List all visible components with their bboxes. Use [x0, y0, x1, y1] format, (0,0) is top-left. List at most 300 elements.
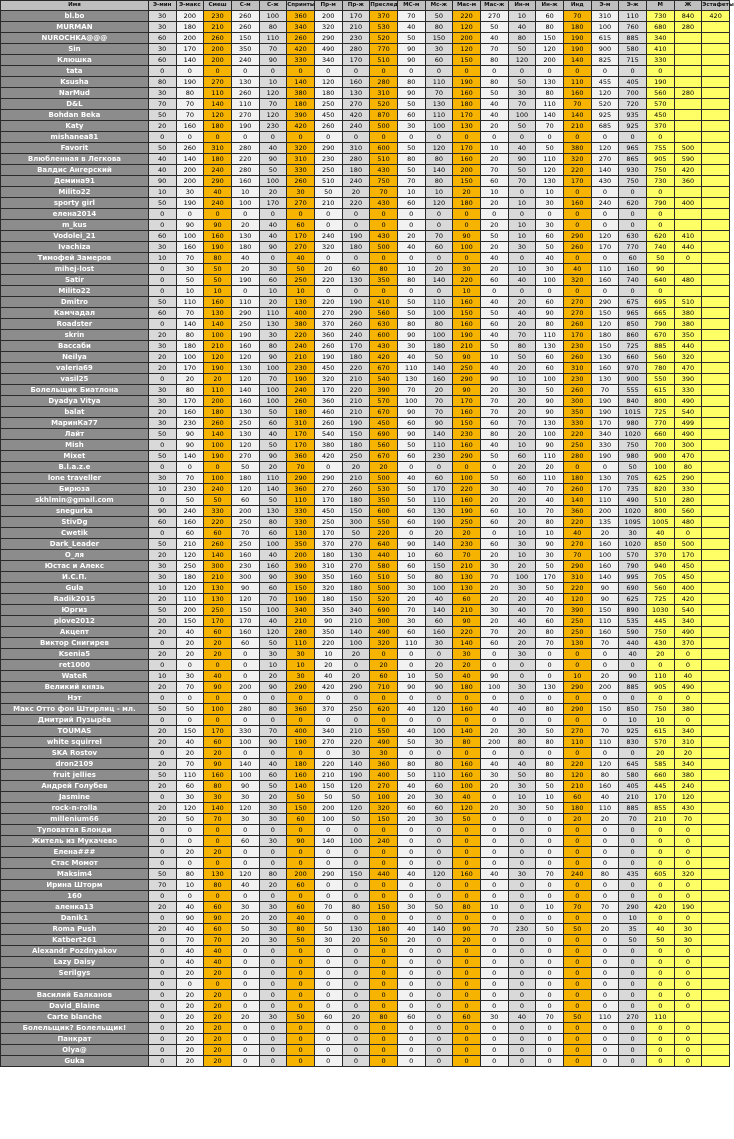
score-cell: 300	[231, 572, 259, 583]
header-row	[1, 1, 730, 11]
score-cell: 290	[453, 451, 481, 462]
score-cell: 30	[259, 924, 287, 935]
score-cell: 20	[204, 1045, 232, 1056]
score-cell: 30	[176, 792, 204, 803]
score-cell: 270	[563, 297, 591, 308]
participant-name: Макс Отто фон Штирлиц - мл.	[1, 704, 149, 715]
score-cell: 540	[674, 407, 702, 418]
score-cell: 30	[425, 792, 453, 803]
score-cell: 230	[453, 429, 481, 440]
score-cell: 480	[674, 517, 702, 528]
score-cell: 90	[397, 539, 425, 550]
score-cell: 0	[342, 880, 370, 891]
column-header: МС-м	[397, 1, 425, 11]
score-cell: 20	[176, 638, 204, 649]
score-cell: 0	[536, 286, 564, 297]
score-cell: 0	[231, 946, 259, 957]
participant-name: tata	[1, 66, 149, 77]
score-cell: 100	[259, 396, 287, 407]
score-cell: 90	[536, 407, 564, 418]
score-cell: 30	[148, 11, 176, 22]
score-cell: 490	[314, 44, 342, 55]
score-cell: 60	[204, 737, 232, 748]
score-cell: 0	[148, 1056, 176, 1067]
score-cell: 420	[314, 451, 342, 462]
score-cell: 270	[204, 77, 232, 88]
score-cell: 0	[480, 858, 508, 869]
score-cell: 60	[480, 418, 508, 429]
score-cell: 0	[370, 253, 398, 264]
score-cell: 980	[619, 418, 647, 429]
participant-name: bl.bo	[1, 11, 149, 22]
score-cell: 0	[148, 66, 176, 77]
score-cell: 10	[508, 792, 536, 803]
score-cell: 310	[287, 418, 315, 429]
score-cell: 40	[480, 253, 508, 264]
score-cell: 260	[314, 418, 342, 429]
score-cell: 695	[646, 297, 674, 308]
score-cell: 10	[536, 792, 564, 803]
score-cell: 330	[287, 55, 315, 66]
score-cell: 0	[646, 847, 674, 858]
score-cell: 0	[453, 858, 481, 869]
score-cell: 130	[342, 924, 370, 935]
score-cell: 40	[148, 165, 176, 176]
score-cell: 310	[204, 143, 232, 154]
score-cell: 0	[397, 1056, 425, 1067]
score-cell: 340	[591, 429, 619, 440]
score-cell	[702, 902, 730, 913]
score-cell: 0	[508, 814, 536, 825]
score-cell: 60	[508, 451, 536, 462]
score-cell: 280	[674, 22, 702, 33]
score-cell: 120	[591, 759, 619, 770]
score-cell: 290	[563, 561, 591, 572]
score-cell: 340	[287, 605, 315, 616]
score-cell: 50	[536, 726, 564, 737]
score-cell: 0	[591, 858, 619, 869]
score-cell: 50	[480, 88, 508, 99]
score-cell: 20	[342, 649, 370, 660]
score-cell: 100	[508, 110, 536, 121]
table-row	[1, 495, 730, 506]
score-cell	[702, 55, 730, 66]
score-cell: 80	[453, 902, 481, 913]
table-row	[1, 385, 730, 396]
score-cell: 440	[674, 341, 702, 352]
score-cell: 130	[536, 176, 564, 187]
score-cell: 40	[508, 308, 536, 319]
score-cell: 50	[536, 385, 564, 396]
score-cell: 0	[370, 946, 398, 957]
score-cell: 0	[591, 66, 619, 77]
score-cell: 60	[480, 638, 508, 649]
score-cell: 160	[453, 440, 481, 451]
score-cell: 210	[453, 605, 481, 616]
score-cell: 170	[287, 440, 315, 451]
score-cell: 60	[480, 176, 508, 187]
score-cell: 240	[231, 55, 259, 66]
score-cell: 70	[536, 638, 564, 649]
score-cell: 170	[176, 363, 204, 374]
score-cell: 220	[370, 528, 398, 539]
score-cell: 90	[287, 836, 315, 847]
score-cell: 140	[204, 550, 232, 561]
score-cell: 0	[397, 825, 425, 836]
score-cell: 170	[176, 396, 204, 407]
score-cell: 210	[342, 407, 370, 418]
score-cell: 10	[646, 715, 674, 726]
score-cell: 90	[453, 385, 481, 396]
score-cell: 0	[453, 209, 481, 220]
score-cell: 30	[480, 770, 508, 781]
score-cell: 0	[674, 253, 702, 264]
score-cell: 40	[259, 616, 287, 627]
score-cell: 0	[314, 825, 342, 836]
score-cell: 0	[231, 990, 259, 1001]
score-cell: 0	[176, 979, 204, 990]
score-cell: 640	[646, 275, 674, 286]
score-cell	[702, 649, 730, 660]
score-cell: 750	[646, 704, 674, 715]
score-cell: 20	[397, 935, 425, 946]
score-cell: 70	[480, 165, 508, 176]
score-cell	[702, 44, 730, 55]
score-cell: 370	[314, 704, 342, 715]
score-cell: 310	[563, 572, 591, 583]
score-cell: 30	[287, 187, 315, 198]
score-cell: 0	[536, 1034, 564, 1045]
score-cell: 20	[176, 649, 204, 660]
score-cell: 220	[563, 759, 591, 770]
score-cell: 0	[508, 880, 536, 891]
score-cell: 560	[646, 583, 674, 594]
score-cell: 160	[591, 781, 619, 792]
score-cell: 500	[370, 583, 398, 594]
score-cell	[702, 759, 730, 770]
score-cell: 510	[646, 495, 674, 506]
score-cell: 360	[314, 330, 342, 341]
score-cell	[702, 803, 730, 814]
score-cell: 70	[536, 869, 564, 880]
score-cell	[702, 792, 730, 803]
score-cell: 0	[646, 957, 674, 968]
score-cell: 10	[480, 352, 508, 363]
table-row	[1, 297, 730, 308]
score-cell: 0	[536, 880, 564, 891]
score-cell: 20	[176, 968, 204, 979]
score-cell: 160	[231, 550, 259, 561]
score-cell	[702, 88, 730, 99]
score-cell: 0	[370, 1045, 398, 1056]
score-cell: 420	[314, 682, 342, 693]
score-cell: 615	[591, 33, 619, 44]
score-cell: 0	[563, 209, 591, 220]
score-cell	[702, 781, 730, 792]
score-cell: 10	[508, 528, 536, 539]
score-cell: 0	[231, 693, 259, 704]
score-cell: 0	[508, 253, 536, 264]
score-cell: 0	[536, 209, 564, 220]
score-cell: 0	[148, 968, 176, 979]
score-cell: 360	[370, 759, 398, 770]
score-cell: 140	[425, 429, 453, 440]
score-cell: 0	[397, 462, 425, 473]
score-cell: 30	[314, 935, 342, 946]
score-cell: 40	[204, 671, 232, 682]
score-cell: 0	[148, 913, 176, 924]
score-cell	[702, 946, 730, 957]
score-cell: 100	[259, 385, 287, 396]
score-cell: 660	[619, 352, 647, 363]
score-cell: 0	[480, 66, 508, 77]
score-cell: 0	[619, 858, 647, 869]
score-cell: 70	[176, 110, 204, 121]
score-cell: 0	[480, 990, 508, 1001]
score-cell: 290	[287, 473, 315, 484]
score-cell	[702, 814, 730, 825]
score-cell: 120	[231, 484, 259, 495]
score-cell: 230	[259, 121, 287, 132]
score-cell: 60	[536, 352, 564, 363]
score-cell: 0	[674, 946, 702, 957]
score-cell: 380	[674, 770, 702, 781]
score-cell: 40	[508, 605, 536, 616]
score-cell: 0	[314, 462, 342, 473]
score-cell: 0	[425, 462, 453, 473]
score-cell: 340	[314, 726, 342, 737]
score-cell: 80	[259, 704, 287, 715]
score-cell: 290	[204, 176, 232, 187]
score-cell: 680	[646, 22, 674, 33]
participant-name: Акцепт	[1, 627, 149, 638]
score-cell: 40	[259, 759, 287, 770]
score-cell: 10	[176, 880, 204, 891]
score-cell: 550	[370, 517, 398, 528]
score-cell: 160	[204, 231, 232, 242]
table-row	[1, 759, 730, 770]
score-cell: 30	[342, 748, 370, 759]
participant-name: rock-n-rolla	[1, 803, 149, 814]
column-header: Ин-м	[508, 1, 536, 11]
score-cell: 1020	[619, 506, 647, 517]
score-cell: 300	[204, 561, 232, 572]
score-cell: 170	[453, 396, 481, 407]
score-cell: 110	[204, 88, 232, 99]
score-cell: 0	[314, 891, 342, 902]
score-cell: 20	[397, 814, 425, 825]
table-row	[1, 396, 730, 407]
score-cell: 0	[619, 1034, 647, 1045]
score-cell: 0	[508, 858, 536, 869]
score-cell: 470	[674, 451, 702, 462]
score-cell: 100	[259, 363, 287, 374]
score-cell: 180	[453, 198, 481, 209]
score-cell: 0	[314, 748, 342, 759]
score-cell: 40	[259, 143, 287, 154]
score-cell: 500	[370, 473, 398, 484]
score-cell: 90	[397, 429, 425, 440]
score-cell: 0	[508, 1023, 536, 1034]
score-cell: 80	[536, 627, 564, 638]
score-cell: 0	[646, 968, 674, 979]
score-cell: 0	[480, 1045, 508, 1056]
score-cell: 0	[204, 891, 232, 902]
score-cell: 60	[231, 638, 259, 649]
score-cell: 60	[536, 297, 564, 308]
score-cell: 0	[480, 1056, 508, 1067]
score-cell: 30	[397, 121, 425, 132]
score-cell: 130	[259, 319, 287, 330]
score-cell: 460	[314, 407, 342, 418]
score-cell: 20	[148, 352, 176, 363]
score-cell: 0	[148, 836, 176, 847]
score-cell: 160	[453, 88, 481, 99]
score-cell: 80	[176, 385, 204, 396]
score-cell: 0	[674, 990, 702, 1001]
score-cell: 380	[563, 143, 591, 154]
score-cell: 100	[259, 605, 287, 616]
score-cell: 10	[425, 187, 453, 198]
score-cell	[674, 77, 702, 88]
score-cell: 60	[148, 55, 176, 66]
score-cell: 270	[314, 737, 342, 748]
score-cell: 280	[342, 154, 370, 165]
score-cell: 20	[204, 748, 232, 759]
score-cell: 90	[536, 308, 564, 319]
score-cell: 500	[674, 143, 702, 154]
score-cell: 20	[176, 847, 204, 858]
score-cell: 0	[453, 715, 481, 726]
score-cell: 30	[508, 242, 536, 253]
participant-name: Демина91	[1, 176, 149, 187]
score-cell: 50	[397, 308, 425, 319]
table-row	[1, 462, 730, 473]
score-cell: 0	[536, 847, 564, 858]
score-cell: 0	[204, 209, 232, 220]
score-cell	[674, 121, 702, 132]
score-cell: 550	[370, 726, 398, 737]
score-cell: 50	[176, 704, 204, 715]
score-cell: 0	[370, 979, 398, 990]
score-cell: 130	[287, 297, 315, 308]
score-cell: 0	[342, 946, 370, 957]
score-cell: 40	[563, 264, 591, 275]
score-cell: 40	[231, 253, 259, 264]
score-cell: 80	[397, 275, 425, 286]
score-cell: 0	[674, 1034, 702, 1045]
participant-name: snegurka	[1, 506, 149, 517]
score-cell	[702, 990, 730, 1001]
score-cell: 20	[148, 682, 176, 693]
score-cell: 280	[231, 704, 259, 715]
score-cell: 0	[453, 1056, 481, 1067]
participant-name: 160	[1, 891, 149, 902]
score-cell: 200	[287, 869, 315, 880]
score-cell: 0	[397, 858, 425, 869]
score-cell: 0	[231, 1001, 259, 1012]
score-cell: 150	[591, 341, 619, 352]
score-cell: 50	[231, 924, 259, 935]
score-cell: 320	[563, 275, 591, 286]
table-row	[1, 660, 730, 671]
score-cell: 140	[204, 429, 232, 440]
score-cell: 90	[231, 583, 259, 594]
score-cell: 40	[397, 781, 425, 792]
score-cell: 260	[176, 143, 204, 154]
score-cell: 0	[646, 880, 674, 891]
score-cell: 0	[536, 66, 564, 77]
score-cell: 0	[508, 66, 536, 77]
score-cell: 160	[176, 121, 204, 132]
score-cell: 80	[425, 572, 453, 583]
score-cell: 60	[425, 616, 453, 627]
score-cell: 10	[259, 77, 287, 88]
score-cell: 420	[646, 902, 674, 913]
score-cell: 0	[536, 715, 564, 726]
score-cell: 310	[591, 11, 619, 22]
score-cell: 50	[176, 495, 204, 506]
score-cell: 0	[314, 220, 342, 231]
score-cell: 20	[508, 396, 536, 407]
score-cell: 350	[314, 627, 342, 638]
score-cell: 150	[370, 902, 398, 913]
score-cell: 0	[508, 990, 536, 1001]
score-cell: 140	[314, 836, 342, 847]
table-body	[1, 11, 730, 1067]
score-cell: 0	[370, 891, 398, 902]
score-cell: 50	[148, 539, 176, 550]
score-cell: 40	[480, 110, 508, 121]
score-cell: 100	[425, 308, 453, 319]
score-cell: 230	[176, 418, 204, 429]
score-cell: 0	[342, 220, 370, 231]
score-cell: 440	[619, 638, 647, 649]
score-cell: 200	[287, 550, 315, 561]
score-cell: 50	[342, 528, 370, 539]
score-cell: 0	[287, 990, 315, 1001]
score-cell: 0	[148, 440, 176, 451]
score-cell: 0	[176, 462, 204, 473]
participant-name: StivDg	[1, 517, 149, 528]
score-cell	[702, 847, 730, 858]
participant-name: NarMud	[1, 88, 149, 99]
score-cell: 140	[204, 319, 232, 330]
score-cell: 410	[646, 44, 674, 55]
score-cell: 560	[370, 440, 398, 451]
score-cell: 0	[259, 209, 287, 220]
score-cell: 380	[314, 440, 342, 451]
score-cell: 210	[342, 374, 370, 385]
participant-name: Gula	[1, 583, 149, 594]
score-cell: 140	[425, 539, 453, 550]
score-cell: 50	[397, 440, 425, 451]
score-cell: 20	[480, 385, 508, 396]
score-cell: 690	[370, 429, 398, 440]
score-cell: 50	[148, 297, 176, 308]
score-cell: 0	[453, 968, 481, 979]
score-cell: 90	[314, 616, 342, 627]
score-cell: 240	[204, 165, 232, 176]
score-cell: 750	[646, 165, 674, 176]
score-cell: 725	[619, 341, 647, 352]
score-cell: 0	[508, 1045, 536, 1056]
score-cell: 290	[342, 682, 370, 693]
score-cell: 0	[646, 1023, 674, 1034]
score-cell	[702, 748, 730, 759]
score-cell: 50	[480, 231, 508, 242]
score-cell: 0	[508, 891, 536, 902]
